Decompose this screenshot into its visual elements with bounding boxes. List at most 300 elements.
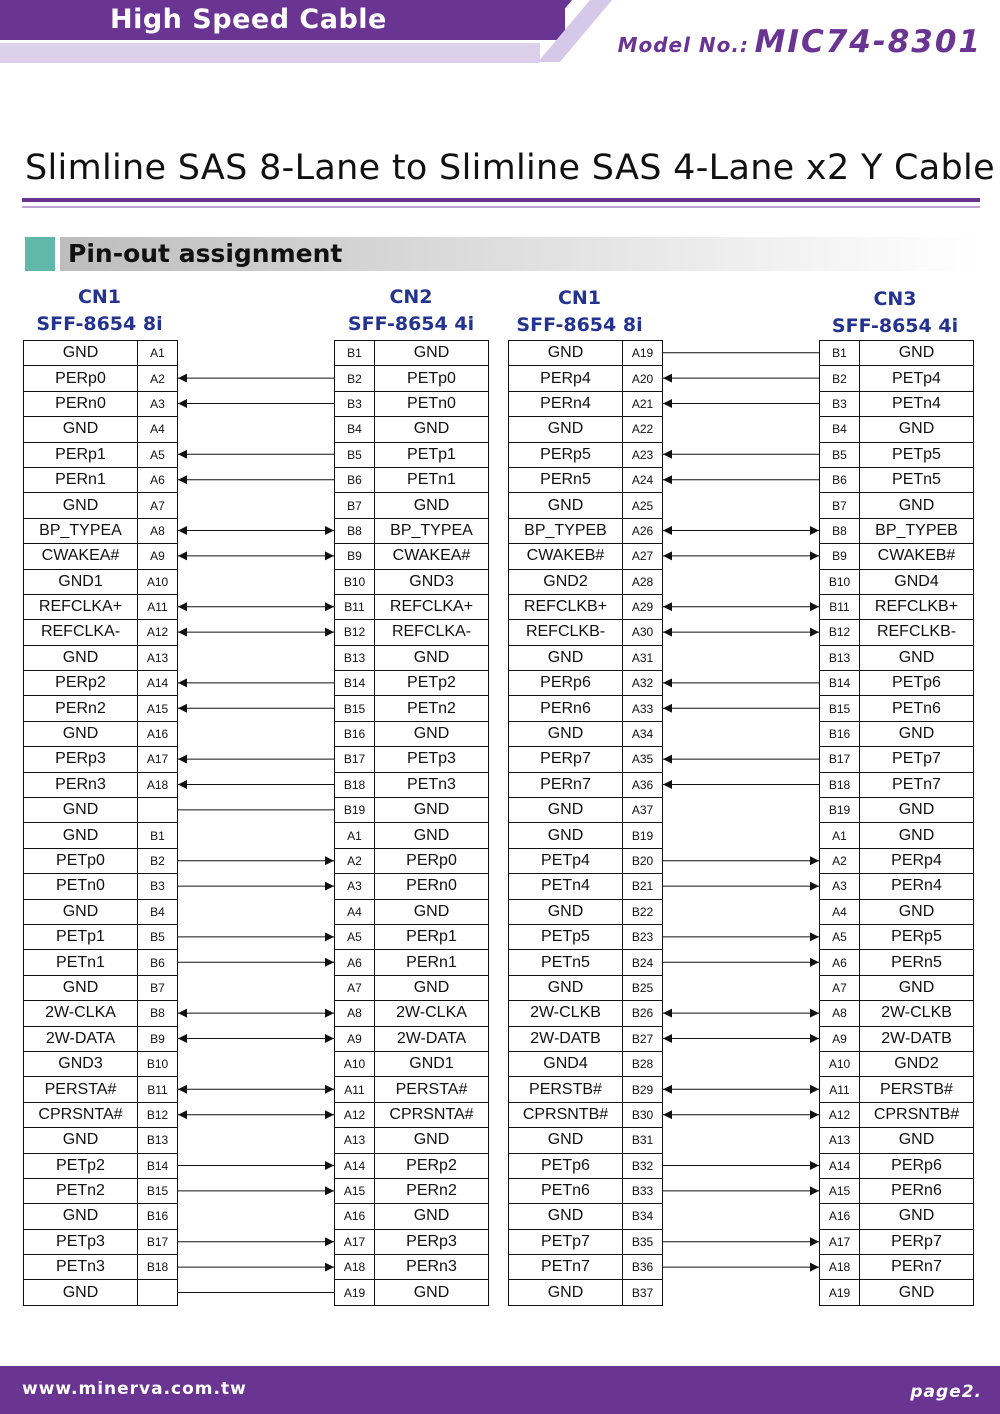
cn1-pin-table-group1 [23, 340, 178, 1306]
signal-name-cell: GND [375, 646, 489, 671]
table-row [820, 417, 974, 442]
table-row [509, 1103, 663, 1128]
table-row [509, 620, 663, 645]
pin-number-cell: A17 [138, 747, 178, 772]
signal-name-cell: 2W-DATA [24, 1027, 138, 1052]
signal-name-cell: GND [509, 493, 623, 518]
signal-name-cell: GND [24, 823, 138, 848]
signal-name-cell: PETp4 [860, 366, 974, 391]
pin-number-cell: A18 [335, 1255, 375, 1280]
pin-number-cell: A16 [138, 722, 178, 747]
table-row [24, 874, 178, 899]
signal-name-cell: CPRSNTB# [860, 1103, 974, 1128]
pin-number-cell: A19 [623, 341, 663, 366]
pin-number-cell: B23 [623, 925, 663, 950]
cn1-heading-group1 [22, 284, 177, 338]
pin-number-cell: B6 [820, 468, 860, 493]
signal-name-cell: PERn4 [860, 874, 974, 899]
signal-name-cell: GND [860, 976, 974, 1001]
pin-number-cell: B37 [623, 1280, 663, 1305]
signal-name-cell: 2W-DATA [375, 1027, 489, 1052]
signal-name-cell: PETp7 [860, 747, 974, 772]
signal-name-cell: PERp2 [24, 671, 138, 696]
table-row [509, 493, 663, 518]
pin-number-cell: B14 [138, 1154, 178, 1179]
table-row [509, 1001, 663, 1026]
table-row [24, 798, 178, 823]
table-row [820, 570, 974, 595]
table-row [335, 519, 489, 544]
signal-name-cell: 2W-CLKB [509, 1001, 623, 1026]
signal-name-cell: PERp4 [860, 849, 974, 874]
connector-name: CN1 [557, 287, 602, 309]
pin-number-cell: A6 [335, 950, 375, 975]
pin-number-cell: B3 [820, 392, 860, 417]
signal-name-cell: PERp7 [509, 747, 623, 772]
table-row [509, 1052, 663, 1077]
signal-name-cell: GND [509, 417, 623, 442]
pin-number-cell: A7 [335, 976, 375, 1001]
table-row [820, 849, 974, 874]
pin-number-cell: A23 [623, 443, 663, 468]
pin-number-cell: A19 [820, 1280, 860, 1305]
pin-number-cell: B5 [138, 925, 178, 950]
table-row [509, 366, 663, 391]
table-row [509, 900, 663, 925]
table-row [820, 1027, 974, 1052]
signal-name-cell: PERn4 [509, 392, 623, 417]
pin-number-cell [138, 798, 178, 823]
pin-number-cell: A13 [138, 646, 178, 671]
signal-name-cell: PETp0 [24, 849, 138, 874]
signal-name-cell: PETp1 [375, 443, 489, 468]
table-row [509, 849, 663, 874]
table-row [335, 925, 489, 950]
pin-number-cell: A12 [138, 620, 178, 645]
signal-name-cell: CWAKEA# [375, 544, 489, 569]
table-row [335, 595, 489, 620]
signal-name-cell: PETp6 [860, 671, 974, 696]
signal-name-cell: PETn6 [509, 1179, 623, 1204]
table-row [335, 646, 489, 671]
table-row [820, 468, 974, 493]
pin-number-cell: B3 [138, 874, 178, 899]
table-row [509, 468, 663, 493]
pin-number-cell: A14 [335, 1154, 375, 1179]
table-row [24, 1052, 178, 1077]
pin-number-cell: A33 [623, 696, 663, 721]
table-row [335, 392, 489, 417]
table-row [335, 722, 489, 747]
pin-number-cell: A2 [820, 849, 860, 874]
pin-number-cell: A5 [138, 443, 178, 468]
title-rule [22, 198, 980, 202]
page-title: Slimline SAS 8-Lane to Slimline SAS 4-Lane x2 Y Cable [25, 148, 995, 188]
table-row [820, 1280, 974, 1305]
table-row [24, 1230, 178, 1255]
pin-number-cell: B13 [138, 1128, 178, 1153]
pin-number-cell: B34 [623, 1204, 663, 1229]
pin-number-cell: B1 [335, 341, 375, 366]
pin-number-cell: B16 [138, 1204, 178, 1229]
pin-number-cell: B30 [623, 1103, 663, 1128]
signal-name-cell: PERn2 [375, 1179, 489, 1204]
table-row [24, 341, 178, 366]
pin-number-cell: A16 [820, 1204, 860, 1229]
connector-name: CN2 [389, 286, 433, 308]
pin-number-cell: A15 [138, 696, 178, 721]
signal-name-cell: PETn2 [375, 696, 489, 721]
pin-number-cell: A34 [623, 722, 663, 747]
signal-name-cell: 2W-DATB [509, 1027, 623, 1052]
pin-number-cell: B32 [623, 1154, 663, 1179]
pin-number-cell: B28 [623, 1052, 663, 1077]
table-row [509, 1077, 663, 1102]
signal-name-cell: GND [509, 1280, 623, 1305]
pin-number-cell: B7 [335, 493, 375, 518]
cn1-heading-group2 [502, 285, 657, 339]
signal-name-cell: GND1 [24, 570, 138, 595]
table-row [820, 823, 974, 848]
table-row [509, 976, 663, 1001]
pin-number-cell: A17 [820, 1230, 860, 1255]
signal-name-cell: GND [24, 722, 138, 747]
pin-number-cell: A7 [820, 976, 860, 1001]
table-row [335, 443, 489, 468]
page-number: page2. [910, 1382, 982, 1402]
pin-number-cell: B27 [623, 1027, 663, 1052]
pin-number-cell: B15 [138, 1179, 178, 1204]
signal-name-cell: GND [375, 823, 489, 848]
table-row [24, 1255, 178, 1280]
model-number [618, 24, 982, 60]
pin-number-cell: B2 [820, 366, 860, 391]
table-row [509, 722, 663, 747]
pin-number-cell: A2 [138, 366, 178, 391]
table-row [335, 671, 489, 696]
pin-number-cell: A1 [138, 341, 178, 366]
table-row [335, 1230, 489, 1255]
signal-name-cell: CWAKEA# [24, 544, 138, 569]
pin-number-cell: B19 [335, 798, 375, 823]
pin-number-cell: A28 [623, 570, 663, 595]
pin-number-cell: B35 [623, 1230, 663, 1255]
connector-name: CN1 [77, 286, 122, 308]
pin-number-cell: A26 [623, 519, 663, 544]
pin-number-cell: A32 [623, 671, 663, 696]
table-row [820, 595, 974, 620]
table-row [820, 1230, 974, 1255]
pin-number-cell: B33 [623, 1179, 663, 1204]
table-row [509, 392, 663, 417]
table-row [24, 823, 178, 848]
connector-type: SFF-8654 8i [516, 314, 643, 336]
table-row [509, 950, 663, 975]
pin-number-cell: A22 [623, 417, 663, 442]
table-row [509, 570, 663, 595]
signal-name-cell: GND [509, 798, 623, 823]
signal-name-cell: REFCLKB+ [860, 595, 974, 620]
connector-type: SFF-8654 4i [347, 313, 475, 335]
pin-number-cell: A36 [623, 773, 663, 798]
signal-name-cell: PERp5 [509, 443, 623, 468]
pin-number-cell: B8 [335, 519, 375, 544]
header-category: High Speed Cable [110, 4, 387, 35]
signal-name-cell: REFCLKA+ [375, 595, 489, 620]
table-row [335, 1001, 489, 1026]
signal-name-cell: 2W-CLKA [24, 1001, 138, 1026]
signal-name-cell: PERp3 [375, 1230, 489, 1255]
signal-name-cell: BP_TYPEB [860, 519, 974, 544]
table-row [24, 696, 178, 721]
table-row [509, 1255, 663, 1280]
pin-number-cell: B6 [138, 950, 178, 975]
table-row [335, 544, 489, 569]
signal-name-cell: PETn3 [24, 1255, 138, 1280]
signal-name-cell: GND [509, 976, 623, 1001]
pin-number-cell: B19 [623, 823, 663, 848]
signal-name-cell: PERn3 [24, 773, 138, 798]
signal-name-cell: PERSTB# [860, 1077, 974, 1102]
pin-number-cell: A11 [138, 595, 178, 620]
table-row [820, 874, 974, 899]
pin-number-cell: B9 [335, 544, 375, 569]
table-row [24, 1077, 178, 1102]
signal-name-cell: PETp4 [509, 849, 623, 874]
signal-name-cell: PERSTA# [375, 1077, 489, 1102]
pin-number-cell: A35 [623, 747, 663, 772]
signal-name-cell: GND2 [509, 570, 623, 595]
table-row [820, 696, 974, 721]
pin-number-cell [138, 1280, 178, 1305]
signal-name-cell: PETp5 [860, 443, 974, 468]
table-row [24, 1103, 178, 1128]
table-row [335, 468, 489, 493]
table-row [24, 1027, 178, 1052]
pin-number-cell: A5 [820, 925, 860, 950]
table-row [24, 595, 178, 620]
signal-name-cell: REFCLKB- [860, 620, 974, 645]
pin-number-cell: B17 [335, 747, 375, 772]
signal-name-cell: PETn1 [375, 468, 489, 493]
table-row [24, 1001, 178, 1026]
pin-number-cell: A24 [623, 468, 663, 493]
signal-name-cell: GND [24, 1280, 138, 1305]
pin-number-cell: B36 [623, 1255, 663, 1280]
pin-number-cell: B10 [820, 570, 860, 595]
signal-name-cell: 2W-CLKB [860, 1001, 974, 1026]
signal-name-cell: PETn1 [24, 950, 138, 975]
table-row [24, 544, 178, 569]
signal-name-cell: GND [24, 1204, 138, 1229]
pin-number-cell: B24 [623, 950, 663, 975]
pin-number-cell: A27 [623, 544, 663, 569]
table-row [509, 874, 663, 899]
pin-number-cell: B11 [820, 595, 860, 620]
signal-name-cell: GND [509, 341, 623, 366]
pin-number-cell: B18 [335, 773, 375, 798]
pin-number-cell: B21 [623, 874, 663, 899]
table-row [509, 646, 663, 671]
model-value: MIC74-8301 [754, 24, 982, 60]
pin-number-cell: B16 [820, 722, 860, 747]
signal-name-cell: PERp1 [375, 925, 489, 950]
signal-name-cell: PERn1 [24, 468, 138, 493]
signal-name-cell: GND [375, 417, 489, 442]
signal-name-cell: CPRSNTA# [375, 1103, 489, 1128]
signal-name-cell: GND4 [860, 570, 974, 595]
table-row [820, 443, 974, 468]
pin-number-cell: A25 [623, 493, 663, 518]
cn3-pin-table [819, 340, 974, 1306]
signal-name-cell: GND [860, 1204, 974, 1229]
signal-name-cell: GND [509, 722, 623, 747]
table-row [335, 493, 489, 518]
pin-number-cell: A6 [820, 950, 860, 975]
pin-number-cell: B4 [138, 900, 178, 925]
signal-name-cell: PERn3 [375, 1255, 489, 1280]
signal-name-cell: PETp3 [24, 1230, 138, 1255]
table-row [335, 900, 489, 925]
table-row [24, 900, 178, 925]
signal-name-cell: GND [375, 900, 489, 925]
table-row [509, 1280, 663, 1305]
pin-number-cell: A9 [138, 544, 178, 569]
signal-name-cell: GND3 [24, 1052, 138, 1077]
signal-name-cell: CPRSNTB# [509, 1103, 623, 1128]
header-underline-band [0, 43, 540, 63]
signal-name-cell: GND2 [860, 1052, 974, 1077]
signal-name-cell: GND [375, 976, 489, 1001]
signal-name-cell: PERp1 [24, 443, 138, 468]
signal-name-cell: GND [509, 900, 623, 925]
signal-name-cell: PETn3 [375, 773, 489, 798]
signal-name-cell: PETn5 [860, 468, 974, 493]
signal-name-cell: PETp6 [509, 1154, 623, 1179]
signal-name-cell: GND [375, 341, 489, 366]
pin-number-cell: A31 [623, 646, 663, 671]
signal-name-cell: PERp5 [860, 925, 974, 950]
table-row [335, 747, 489, 772]
signal-name-cell: PETp1 [24, 925, 138, 950]
table-row [509, 341, 663, 366]
pin-number-cell: B10 [335, 570, 375, 595]
pin-number-cell: B10 [138, 1052, 178, 1077]
connector-name: CN3 [873, 288, 917, 310]
signal-name-cell: GND [24, 646, 138, 671]
pin-number-cell: A1 [335, 823, 375, 848]
pin-number-cell: B2 [138, 849, 178, 874]
pin-number-cell: A13 [820, 1128, 860, 1153]
table-row [820, 1128, 974, 1153]
table-row [335, 620, 489, 645]
table-row [820, 341, 974, 366]
signal-name-cell: GND [509, 1204, 623, 1229]
signal-name-cell: GND [24, 341, 138, 366]
pin-number-cell: B7 [820, 493, 860, 518]
pin-number-cell: B26 [623, 1001, 663, 1026]
signal-name-cell: PETp3 [375, 747, 489, 772]
signal-name-cell: PERp0 [375, 849, 489, 874]
table-row [24, 519, 178, 544]
pin-number-cell: B22 [623, 900, 663, 925]
table-row [24, 773, 178, 798]
pin-number-cell: A15 [820, 1179, 860, 1204]
table-row [820, 976, 974, 1001]
table-row [820, 366, 974, 391]
table-row [24, 925, 178, 950]
signal-name-cell: CWAKEB# [860, 544, 974, 569]
pin-number-cell: A12 [820, 1103, 860, 1128]
table-row [509, 773, 663, 798]
table-row [820, 1154, 974, 1179]
pin-number-cell: A14 [820, 1154, 860, 1179]
cn2-heading [334, 284, 488, 338]
pin-number-cell: A10 [138, 570, 178, 595]
pin-number-cell: B1 [820, 341, 860, 366]
signal-name-cell: PERSTA# [24, 1077, 138, 1102]
pin-number-cell: B4 [335, 417, 375, 442]
section-marker [25, 237, 55, 271]
table-row [335, 976, 489, 1001]
table-row [820, 1052, 974, 1077]
signal-name-cell: GND [375, 1128, 489, 1153]
table-row [820, 747, 974, 772]
signal-name-cell: REFCLKA- [24, 620, 138, 645]
table-row [24, 722, 178, 747]
pin-number-cell: A8 [820, 1001, 860, 1026]
table-row [820, 1179, 974, 1204]
table-row [335, 1255, 489, 1280]
signal-name-cell: PERp6 [509, 671, 623, 696]
signal-name-cell: GND [860, 1128, 974, 1153]
signal-name-cell: REFCLKA+ [24, 595, 138, 620]
signal-name-cell: GND [860, 722, 974, 747]
pin-number-cell: B11 [335, 595, 375, 620]
signal-name-cell: CWAKEB# [509, 544, 623, 569]
table-row [335, 341, 489, 366]
signal-name-cell: GND [860, 900, 974, 925]
pin-number-cell: B11 [138, 1077, 178, 1102]
table-row [509, 595, 663, 620]
table-row [509, 544, 663, 569]
connector-type: SFF-8654 4i [831, 315, 959, 337]
table-row [509, 925, 663, 950]
pin-number-cell: B8 [820, 519, 860, 544]
signal-name-cell: GND [860, 646, 974, 671]
signal-name-cell: GND [860, 823, 974, 848]
pin-number-cell: B29 [623, 1077, 663, 1102]
signal-name-cell: PERp2 [375, 1154, 489, 1179]
signal-name-cell: GND [860, 798, 974, 823]
signal-name-cell: REFCLKA- [375, 620, 489, 645]
pin-number-cell: A8 [335, 1001, 375, 1026]
pin-number-cell: B18 [138, 1255, 178, 1280]
table-row [509, 443, 663, 468]
signal-name-cell: GND [375, 493, 489, 518]
table-row [509, 823, 663, 848]
signal-name-cell: GND [860, 341, 974, 366]
table-row [335, 1027, 489, 1052]
pin-number-cell: B17 [138, 1230, 178, 1255]
signal-name-cell: PERn0 [24, 392, 138, 417]
table-row [509, 1230, 663, 1255]
pin-number-cell: B9 [138, 1027, 178, 1052]
table-row [509, 1154, 663, 1179]
table-row [820, 671, 974, 696]
table-row [335, 798, 489, 823]
pin-number-cell: B20 [623, 849, 663, 874]
